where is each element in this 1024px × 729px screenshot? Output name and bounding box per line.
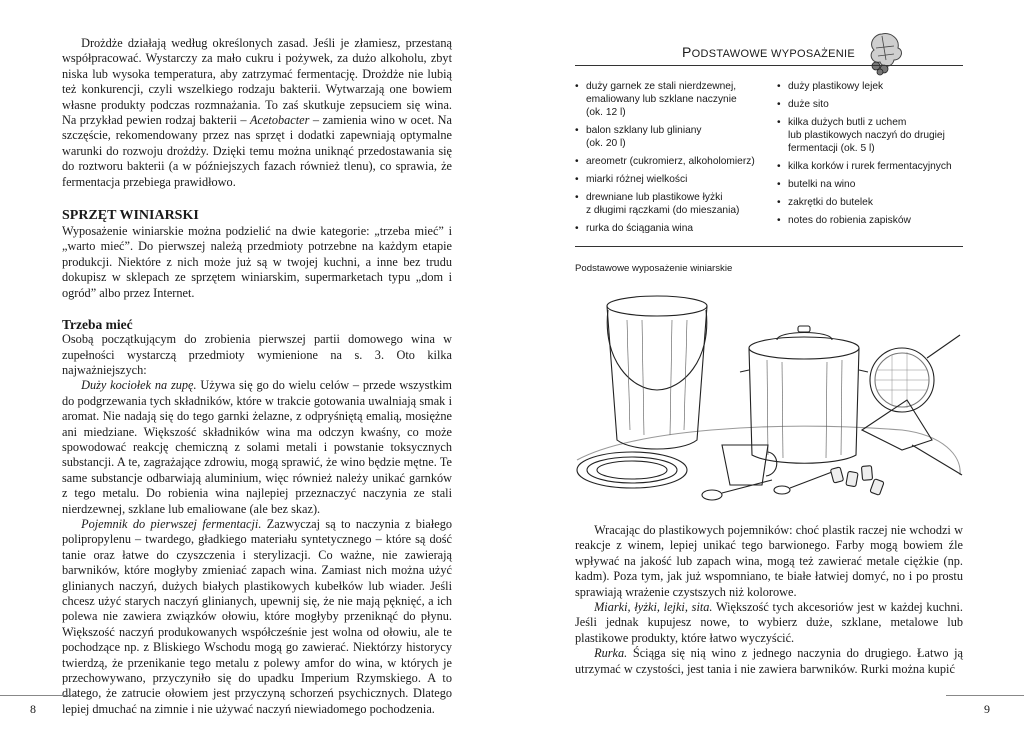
equipment-item <box>575 80 780 119</box>
subsection-heading: Trzeba mieć <box>62 317 133 333</box>
page-number: 9 <box>984 702 990 716</box>
equipment-list-right <box>777 80 967 232</box>
bullet-icon: • <box>575 156 579 167</box>
italic-term: Acetobacter <box>250 113 310 128</box>
equipment-list-left <box>575 80 780 240</box>
equipment-item-label: duży garnek ze stali nierdzewnej, emaliowany lub szklane naczynie (ok. 12 l) <box>586 81 737 118</box>
equipment-item <box>575 155 780 168</box>
equipment-item <box>575 124 780 150</box>
equipment-item-label: kilka korków i rurek fermentacyjnych <box>788 161 952 172</box>
bullet-icon: • <box>777 99 781 110</box>
equipment-item-label: notes do robienia zapisków <box>788 215 911 226</box>
folio-rule <box>0 695 78 696</box>
bullet-icon: • <box>777 179 781 190</box>
box-top-rule <box>575 65 963 66</box>
paragraph-yeast: Drożdże działają według określonych zasad. Jeśli je złamiesz, przestaną współpracować. Wystarczy za mało cukru i pożywek, za dużo alkoholu, zbyt niska lub wysoka temperatura, aby zatrzymać fermentację. Drożdże nie lubią też konkurencji, czyli wszelkiego rodzaju bakterii. Wytwarzają one bowiem własne produkty podczas rozmnażania. To zaś skutkuje zepsuciem się wina. Na przykład pewien rodzaj bakterii – Acetobacter – zamienia wino w ocet. Na szczęście, rekomendowany przez nas sprzęt i dodatki zapewniają optymalne warunki do rozwoju drożdży. Dzięki temu można uniknąć przedostawania się do roztworu bakterii (a w późniejszych fazach również tlenu), co sprawia, że fermentacja przebiega prawidłowo. <box>62 36 453 189</box>
equipment-item <box>575 173 780 186</box>
equipment-item-label: duże sito <box>788 99 829 110</box>
left-text-column <box>62 36 452 717</box>
equipment-item-label: kilka dużych butli z uchem lub plastikowych naczyń do drugiej fermentacji (ok. 5 l) <box>788 117 945 154</box>
equipment-item <box>575 191 780 217</box>
equipment-item-label: balon szklany lub gliniany (ok. 20 l) <box>586 125 702 149</box>
equipment-item-label: rurka do ściągania wina <box>586 223 694 234</box>
winemaking-equipment-illustration <box>572 280 964 512</box>
paragraph-tube: Rurka. Ściąga się nią wino z jednego naczynia do drugiego. Łatwo ją utrzymać w czystości, jest tania i nie zawiera barwników. Rurki można kupić <box>575 646 964 676</box>
paragraph-measures: Miarki, łyżki, lejki, sita. Większość tych akcesoriów jest w każdej kuchni. Jeśli jednak kupujesz nowe, to wybierz duże, szklane, metalowe lub plastikowe produkty, które łatwo wyczyścić. <box>575 600 963 645</box>
bullet-icon: • <box>777 81 781 92</box>
equipment-item <box>777 80 967 93</box>
bullet-icon: • <box>575 223 579 234</box>
italic-term: Duży kociołek na zupę. <box>81 378 197 393</box>
bullet-icon: • <box>575 125 579 136</box>
equipment-item-label: butelki na wino <box>788 179 856 190</box>
bullet-icon: • <box>777 117 781 128</box>
bullet-icon: • <box>777 197 781 208</box>
equipment-item <box>777 214 967 227</box>
equipment-item-label: drewniane lub plastikowe łyżki z długimi rączkami (do mieszania) <box>586 192 740 216</box>
equipment-item <box>777 116 967 155</box>
section-heading: SPRZĘT WINIARSKI <box>62 208 199 224</box>
equipment-item-label: areometr (cukromierz, alkoholomierz) <box>586 156 755 167</box>
italic-term: Rurka. <box>594 646 628 661</box>
bullet-icon: • <box>575 81 579 92</box>
paragraph-fermentation-container: Pojemnik do pierwszej fermentacji. Zazwyczaj są to naczynia z białego polipropylenu – twardego, gładkiego materiału syntetycznego – które są dość tanie oraz łatwe do czyszczenia i sterylizacji. Co ważne, nie zawierają barwników, które mogłyby zmieniać zapach wina. Zamiast nich można użyć glinianych naczyń, dużych białych plastikowych kubełków lub wiader. Jeśli chcesz użyć starych naczyń glinianych, upewnij się, że nie mają pęknięć, a ich polewa nie zawiera związków ołowiu, które mogłyby przeniknąć do płynu. Większość naczyń produkowanych współcześnie jest wolna od ołowiu, ale te pochodzące np. z Bliskiego Wschodu mogą go zawierać. Niektórzy historycy twierdzą, że przenikanie tego metalu z polewy amfor do wina, w których je przechowywano, przyczyniło się do upadku Imperium Rzymskiego. A to dlatego, że zatrucie ołowiem jest przyczyną schorzeń psychicznych. Dlatego lepiej dmuchać na zimnie i nie używać naczyń niewiadomego pochodzenia. <box>62 516 453 716</box>
italic-term: Miarki, łyżki, lejki, sita. <box>594 600 713 615</box>
bullet-icon: • <box>777 161 781 172</box>
equipment-item <box>777 98 967 111</box>
equipment-item <box>575 222 780 235</box>
illustration-caption: Podstawowe wyposażenie winiarskie <box>575 263 733 274</box>
equipment-item <box>777 160 967 173</box>
equipment-item-label: duży plastikowy lejek <box>788 81 884 92</box>
paragraph-plastic: Wracając do plastikowych pojemników: choć plastik raczej nie wchodzi w reakcje z winem, lepiej unikać tego barwionego. Farby mogą bowiem źle wpływać na jakość lub zapach wina, mogą też zawierać metale ciężkie (np. kadm). Poza tym, jak już wspomniano, te białe łatwiej domyć, no i po prostu sprawiają wrażenie czystszych niż kolorowe. <box>575 523 963 599</box>
right-text-column <box>575 523 963 677</box>
equipment-item <box>777 196 967 209</box>
paragraph-beginners: Osobą początkującym do zrobienia pierwszej partii domowego wina w zupełności wystarczą przedmioty wymienione na s. 3. Oto kilka najważniejszych: <box>62 332 452 377</box>
box-bottom-rule <box>575 246 963 247</box>
italic-term: Pojemnik do pierwszej fermentacji. <box>81 516 262 531</box>
equipment-item <box>777 178 967 191</box>
folio-rule <box>946 695 1024 696</box>
paragraph-soup-pot: Duży kociołek na zupę. Używa się go do wielu celów – przede wszystkim do podgrzewania tych składników, które w trakcie gotowania uwalniają smak i aromat. Nie nadają się do tego garnki żelazne, z odpryśniętą emalią, mosiężne ani miedziane. Większość składników wina ma odczyn kwaśny, co może spowodować reakcję chemiczną z solami metali i powstanie toksycznych substancji. A te, zagrażające zdrowiu, mogą sprawić, że wino będzie mętne. Te same substancje odbarwiają aluminium, więc również należy unikać garnków z tego metalu. Do robienia wina najlepiej przeznaczyć naczynia ze stali nierdzewnej, szklane lub emaliowane (ale bez skaz). <box>62 378 453 516</box>
bullet-icon: • <box>575 192 579 203</box>
equipment-item-label: zakrętki do butelek <box>788 197 873 208</box>
equipment-item-label: miarki różnej wielkości <box>586 174 688 185</box>
bullet-icon: • <box>575 174 579 185</box>
bullet-icon: • <box>777 215 781 226</box>
page-number: 8 <box>30 702 36 716</box>
paragraph-equipment-intro: Wyposażenie winiarskie można podzielić na dwie kategorie: „trzeba mieć” i „warto mieć”. Do pierwszej należą przedmioty potrzebne na każdym etapie produkcji. Niektóre z nich może już są w twojej kuchni, a inne bez trudu dokupisz w sklepach ze sprzętem winiarskim, supermarketach typu „dom i ogród” albo przez Internet. <box>62 224 452 300</box>
grape-leaf-icon <box>860 28 908 76</box>
box-title: PODSTAWOWE WYPOSAŻENIE <box>681 44 855 60</box>
